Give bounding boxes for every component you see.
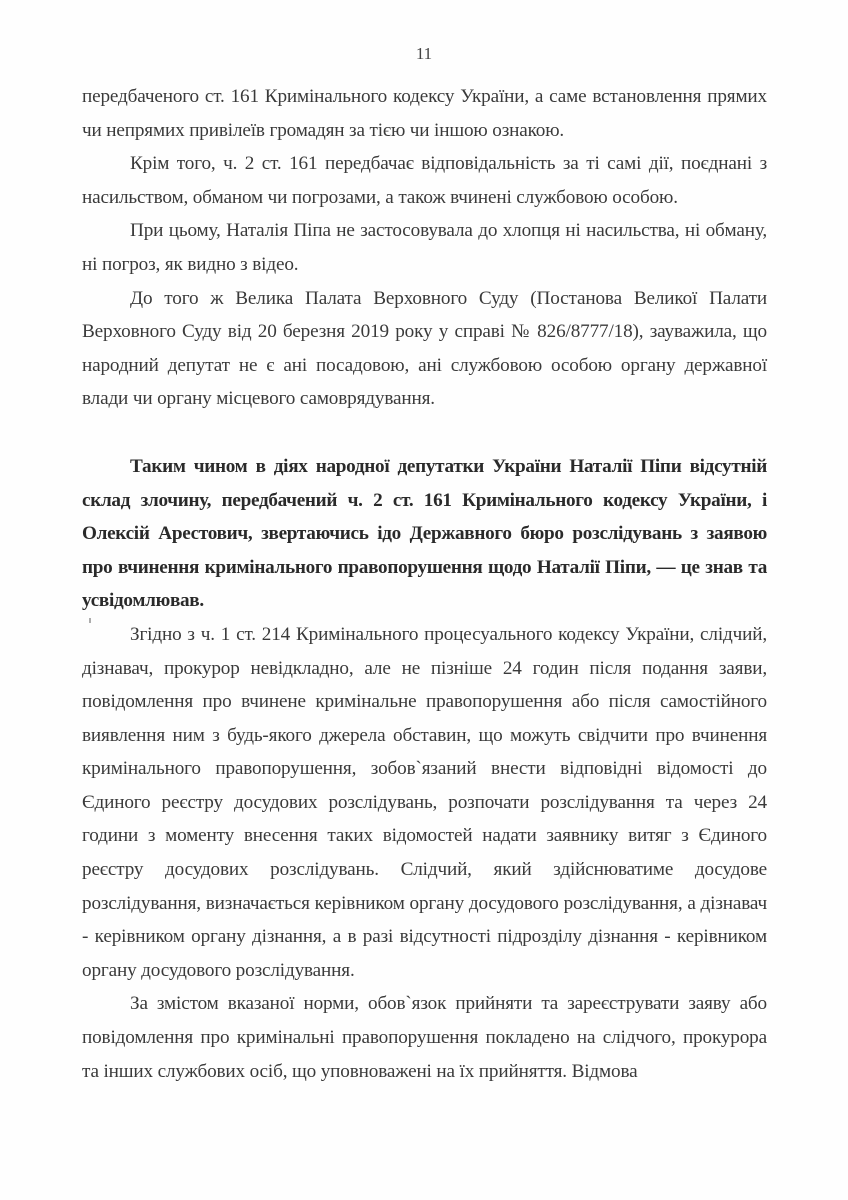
- document-body: [82, 80, 767, 1088]
- paragraph-article-214-cpc: Згідно з ч. 1 ст. 214 Кримінального процесуального кодексу України, слідчий, дізнавач, прокурор невідкладно, але не пізніше 24 годин після подання заяви, повідомлення про вчинене кримінальне правопорушення або після самостійного виявлення ним з будь-якого джерела обставин, що можуть свідчити про вчинення кримінального правопорушення, зобов`язаний внести відповідні відомості до Єдиного реєстру досудових розслідувань, розпочати розслідування та через 24 години з моменту внесення таких відомостей надати заявнику витяг з Єдиного реєстру досудових розслідувань. Слідчий, який здійснюватиме досудове розслідування, визначається керівником органу досудового розслідування, а дізнавач - керівником органу дізнання, а в разі відсутності підрозділу дізнання - керівником органу досудового розслідування.: [82, 623, 767, 981]
- page-number: 11: [415, 44, 433, 63]
- paragraph-conclusion-bold: Таким чином в діях народної депутатки України Наталії Піпи відсутній склад злочину, передбачений ч. 2 ст. 161 Кримінального кодексу України, і Олексій Арестович, звертаючись ідо Державного бюро розслідувань з заявою про вчинення кримінального правопорушення щодо Наталії Піпи, — це знав та усвідомлював.: [82, 455, 767, 612]
- paragraph-part-2-article-161: Крім того, ч. 2 ст. 161 передбачає відповідальність за ті самі дії, поєднані з насильством, обманом чи погрозами, а також вчинені службовою особою.: [82, 153, 767, 208]
- paragraph-duty-to-register: За змістом вказаної норми, обов`язок прийняти та зареєструвати заяву або повідомлення про кримінальні правопорушення покладено на слідчого, прокурора та інших службових осіб, що уповноважені на їх прийняття. Відмова: [82, 993, 767, 1082]
- paragraph-no-violence: При цьому, Наталія Піпа не застосовувала до хлопця ні насильства, ні обману, ні погроз, як видно з відео.: [82, 220, 767, 275]
- paragraph-article-161-continuation: передбаченого ст. 161 Кримінального кодексу України, а саме встановлення прямих чи непрямих привілеїв громадян за тією чи іншою ознакою.: [82, 86, 767, 141]
- paragraph-supreme-court-ruling: До того ж Велика Палата Верховного Суду (Постанова Великої Палати Верховного Суду від 20 березня 2019 року у справі № 826/8777/18), зауважила, що народний депутат не є ані посадовою, ані службовою особою органу державної влади чи органу місцевого самоврядування.: [82, 287, 767, 410]
- scan-artifact-mark: [89, 618, 91, 623]
